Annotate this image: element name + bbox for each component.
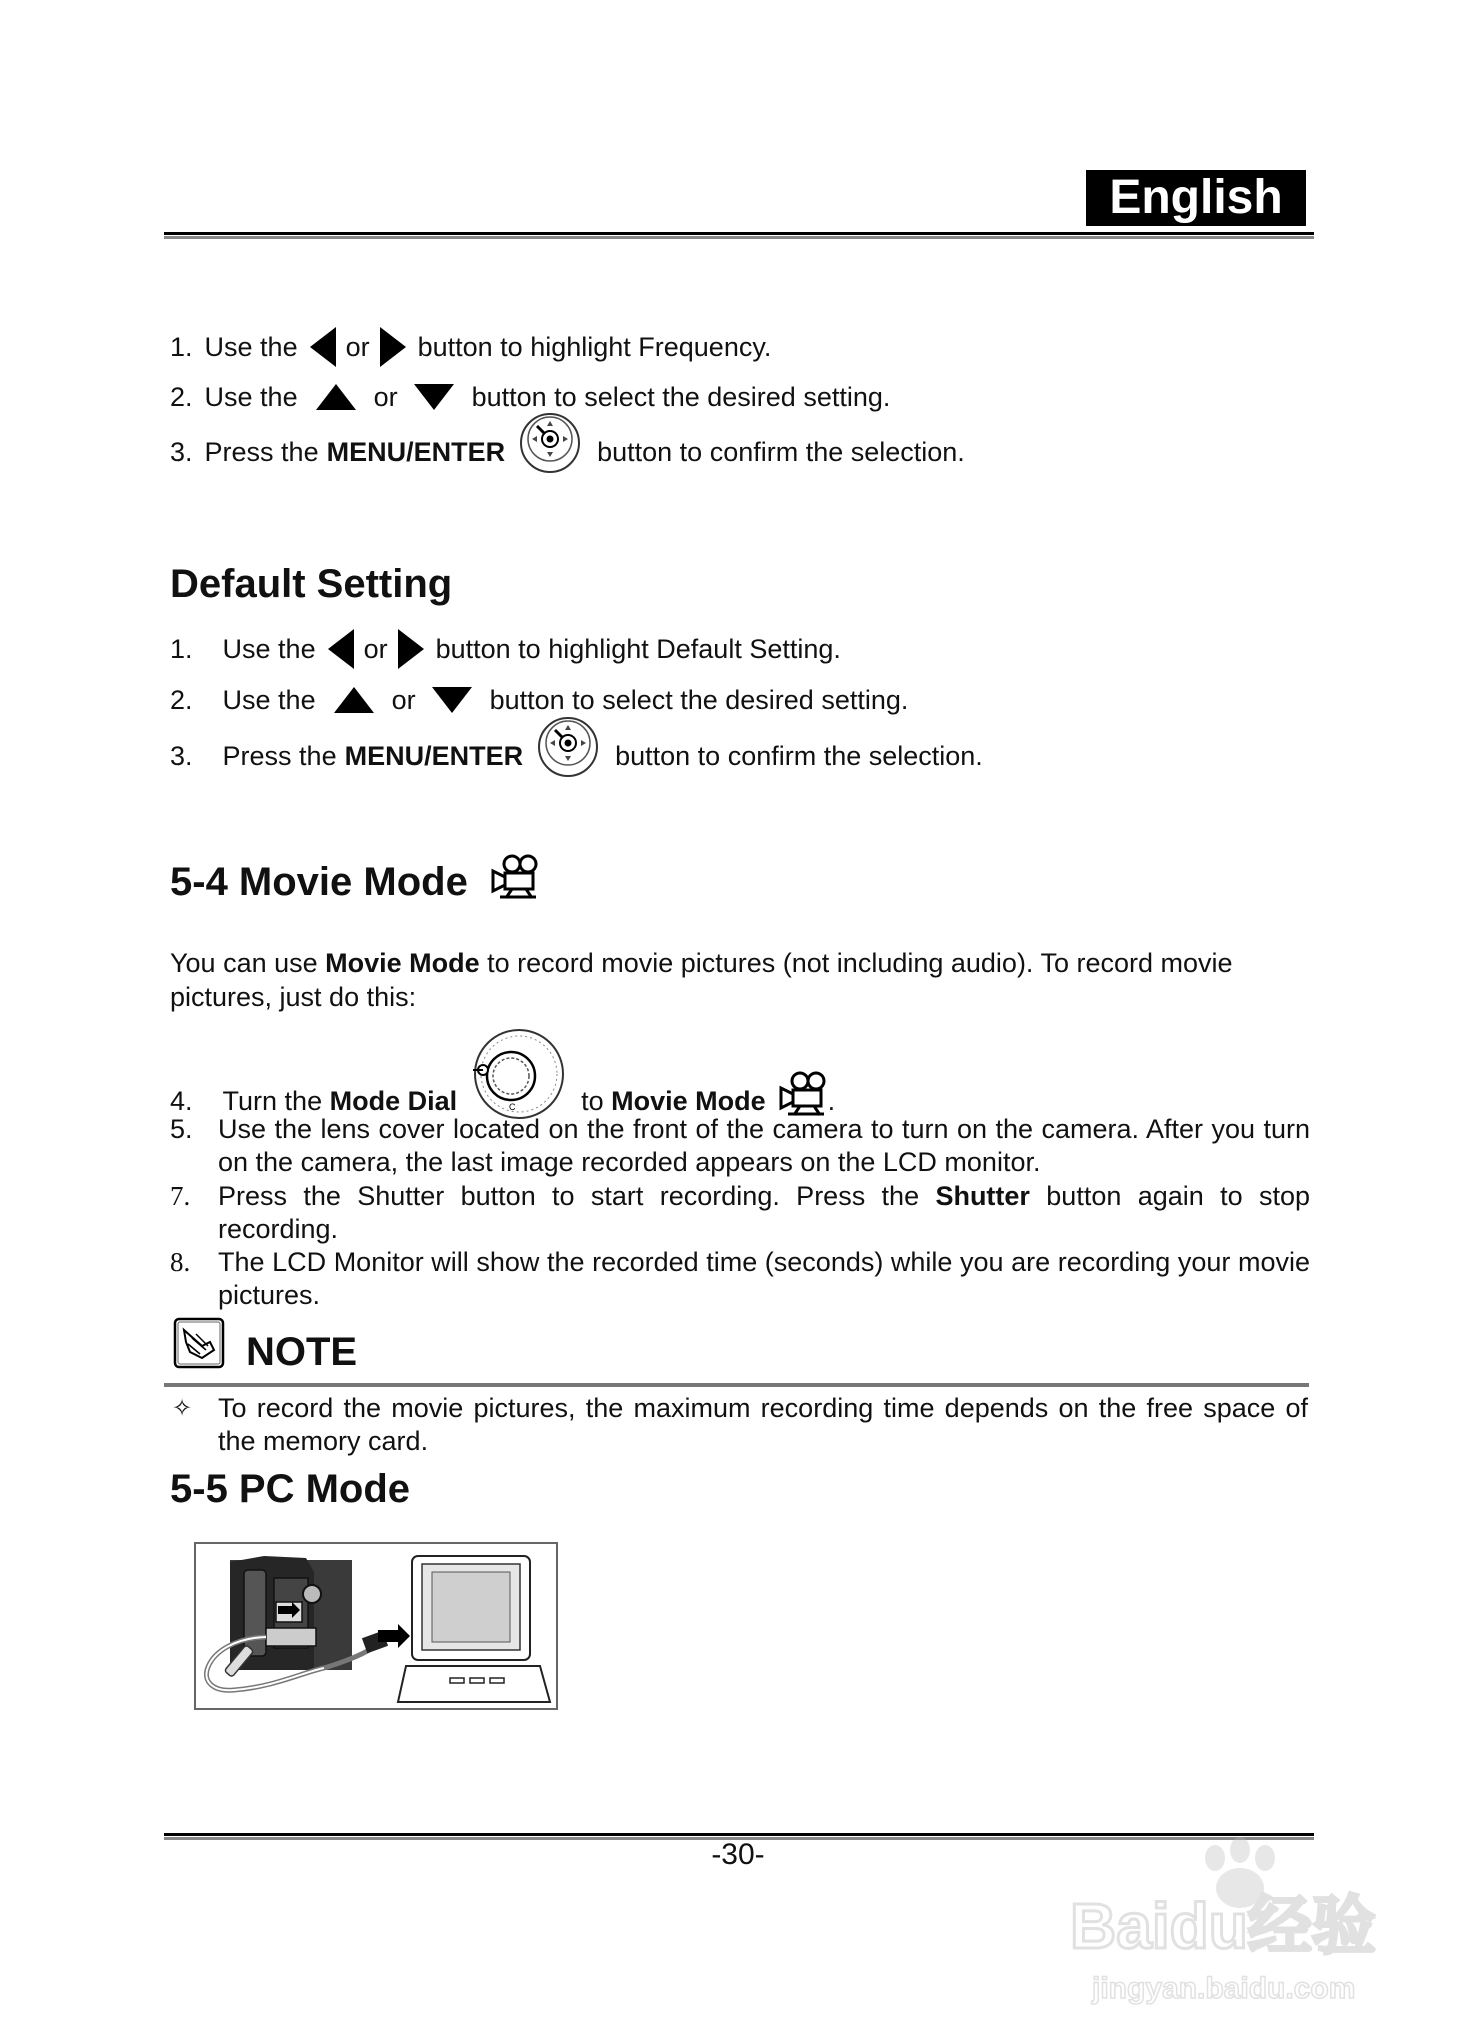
step-text: button to select the desired setting.	[471, 381, 891, 412]
pc-connection-illustration	[194, 1542, 558, 1710]
step-text: button to highlight Default Setting.	[435, 633, 841, 664]
svg-text:C: C	[509, 1102, 516, 1112]
step-text: or	[373, 381, 398, 412]
note-hand-icon	[172, 1316, 226, 1370]
menu-enter-label: MENU/ENTER	[344, 740, 524, 771]
step-text: Use the	[204, 331, 298, 362]
step-text: button to confirm the selection.	[615, 740, 983, 771]
step-text: Press the	[204, 436, 319, 467]
up-triangle-icon	[316, 384, 356, 410]
step-text: or	[391, 684, 416, 715]
note-title: NOTE	[246, 1330, 358, 1374]
step-text: Turn the	[222, 1086, 330, 1116]
movie-step-5	[170, 1113, 1310, 1179]
step-text: Use the lens cover located on the front of the camera to turn on the camera. After you turn on the camera, the last image recorded appears on the LCD monitor.	[218, 1114, 1310, 1177]
step-text: button to confirm the selection.	[597, 436, 965, 467]
section-title-pc-mode: 5-5 PC Mode	[170, 1467, 411, 1511]
menu-enter-label: MENU/ENTER	[326, 436, 506, 467]
movie-camera-icon	[490, 853, 540, 899]
step-text: The LCD Monitor will show the recorded time (seconds) while you are recording your movie pictures.	[218, 1247, 1310, 1310]
left-triangle-icon	[328, 629, 354, 669]
default-step-3	[170, 722, 983, 790]
movie-step-7	[170, 1180, 1310, 1246]
mode-dial-icon	[471, 1020, 567, 1124]
step-text: .	[827, 1086, 836, 1116]
step-number: 4.	[170, 1086, 193, 1116]
step-number: 3.	[170, 740, 193, 771]
intro-text: to record movie pictures (not including audio). To record movie pictures, just do this:	[170, 948, 1233, 1012]
step-number: 3.	[170, 436, 193, 467]
shutter-label: Shutter	[935, 1181, 1030, 1211]
step-text: or	[345, 331, 370, 362]
movie-mode-label: Movie Mode	[611, 1086, 766, 1116]
note-text: To record the movie pictures, the maximum recording time depends on the free space of the memory card.	[218, 1393, 1308, 1456]
step-text-pre: Press the Shutter button to start recording. Press the	[218, 1181, 936, 1211]
step-text: Use the	[222, 633, 316, 664]
right-triangle-icon	[398, 629, 424, 669]
step-number: 8.	[170, 1247, 191, 1277]
step-text: Use the	[222, 684, 316, 715]
note-rule	[164, 1383, 1309, 1387]
step-text: Press the	[222, 740, 337, 771]
watermark-brand: Baidu经验	[1070, 1890, 1376, 1962]
right-triangle-icon	[380, 327, 406, 367]
step-number: 7.	[170, 1181, 191, 1211]
step-number: 2.	[170, 381, 193, 412]
step-text: Use the	[204, 381, 298, 412]
mode-dial-label: Mode Dial	[329, 1086, 458, 1116]
step-number: 1.	[170, 633, 193, 664]
note-bullet-icon: ✧	[172, 1394, 193, 1422]
intro-step-3	[170, 418, 965, 486]
section-title-default-setting: Default Setting	[170, 562, 453, 606]
baidu-watermark	[1040, 1820, 1440, 2020]
menu-enter-dial-icon	[537, 713, 599, 779]
intro-step-1	[170, 326, 771, 368]
down-triangle-icon	[414, 384, 454, 410]
section-title-movie-mode-row	[170, 852, 540, 912]
language-badge: English	[1086, 170, 1306, 226]
up-triangle-icon	[334, 687, 374, 713]
step-number: 1.	[170, 331, 193, 362]
note-item	[172, 1392, 1312, 1458]
default-step-1	[170, 627, 841, 671]
step-text: button to highlight Frequency.	[417, 331, 772, 362]
watermark-url: jingyan.baidu.com	[1092, 1972, 1356, 2005]
menu-enter-dial-icon	[519, 409, 581, 475]
down-triangle-icon	[432, 687, 472, 713]
step-number: 5.	[170, 1114, 193, 1144]
movie-mode-intro	[170, 946, 1310, 1014]
section-title-movie-mode: 5-4 Movie Mode	[170, 859, 468, 904]
header-rule	[164, 232, 1314, 235]
step-text	[218, 1180, 1310, 1246]
left-triangle-icon	[310, 327, 336, 367]
movie-step-8	[170, 1246, 1310, 1312]
step-text: to	[581, 1086, 612, 1116]
movie-step-4	[170, 1020, 835, 1124]
header-rule-shadow	[164, 236, 1314, 239]
step-text: button to select the desired setting.	[489, 684, 909, 715]
intro-bold: Movie Mode	[325, 948, 480, 978]
step-number: 2.	[170, 684, 193, 715]
step-text: or	[363, 633, 388, 664]
intro-text: You can use	[170, 948, 326, 978]
step-text-post: button again to stop recording.	[218, 1181, 1311, 1244]
page-number: -30-	[711, 1838, 765, 1871]
